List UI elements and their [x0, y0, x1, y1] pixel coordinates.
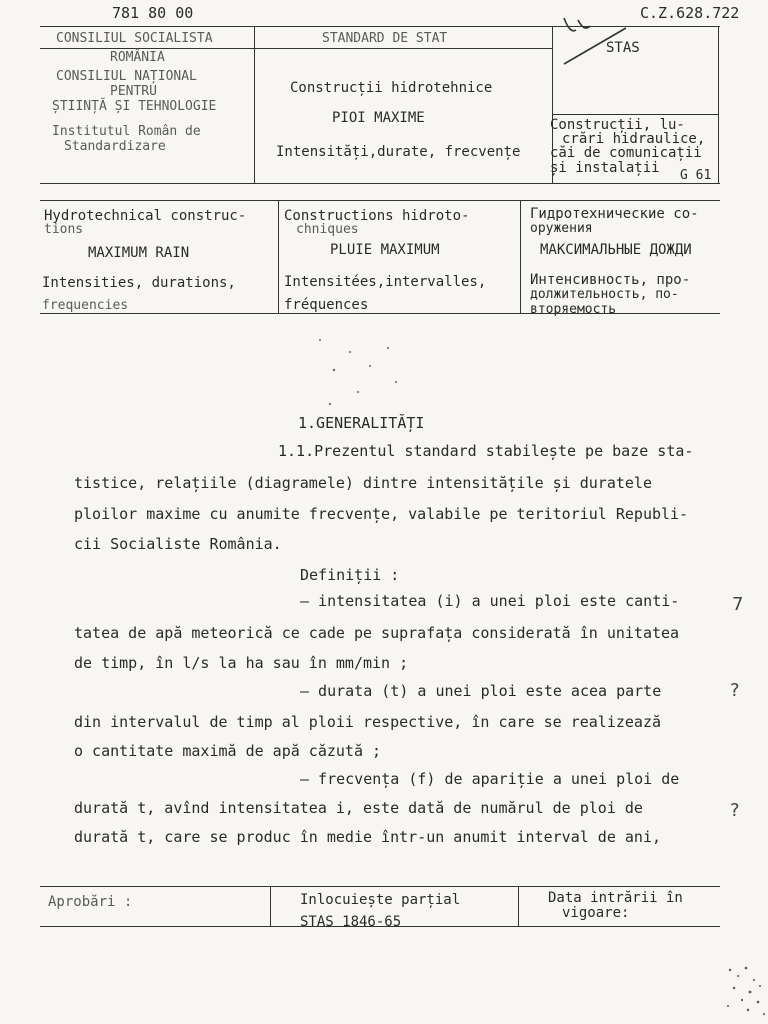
margin-mark: 7	[732, 594, 744, 615]
body-line: 1.1.Prezentul standard stabilește pe baze sta-	[278, 442, 694, 460]
registry-number: C.Z.628.722	[640, 4, 740, 22]
issuer-line: CONSILIUL SOCIALISTA	[56, 31, 213, 46]
effective-date-label: Data intrării în	[548, 890, 683, 906]
issuer-line: Institutul Român de	[52, 124, 201, 139]
category-line: și instalații	[550, 160, 660, 176]
body-line: cii Socialiste România.	[74, 535, 282, 553]
issuer-line: PENTRU	[110, 84, 157, 99]
translation-top-rule	[40, 200, 720, 201]
category-line: căi de comunicații	[550, 145, 702, 161]
stas-label: STAS	[606, 40, 640, 56]
footer-divider-1	[270, 886, 271, 926]
stas-box-rule	[552, 114, 718, 115]
body-line: ploilor maxime cu anumite frecvențe, valabile pe teritoriul Republi-	[74, 505, 689, 523]
definitions-label: Definiții :	[300, 566, 400, 584]
title-line: Construcții hidrotehnice	[290, 80, 493, 96]
header-bottom-rule	[40, 183, 720, 184]
document-title: PIOI MAXIME	[332, 110, 425, 126]
body-line: tatea de apă meteorică ce cade pe suprafața considerată în unitatea	[74, 624, 680, 642]
body-line: – frecvența (f) de apariție a unei ploi de	[300, 770, 680, 788]
margin-mark: ?	[730, 800, 740, 821]
issuer-line: CONSILIUL NAȚIONAL	[56, 69, 197, 84]
body-line: – intensitatea (i) a unei ploi este canti-	[300, 592, 680, 610]
category-line: crări hidraulice,	[562, 131, 706, 147]
header-divider-3	[718, 26, 719, 183]
replaces-label: Inlocuiește parțial	[300, 892, 461, 908]
russian-line: должительность, по-	[530, 287, 679, 302]
body-line: din intervalul de timp al ploii respective, în care se realizează	[74, 713, 661, 731]
french-line: chniques	[296, 222, 359, 237]
category-code: G 61	[680, 168, 712, 183]
body-line: tistice, relațiile (diagramele) dintre intensitățile și duratele	[74, 474, 652, 492]
french-line: Intensitées,intervalles,	[284, 274, 487, 290]
effective-date-label: vigoare:	[562, 905, 630, 921]
french-line: Constructions hidroto-	[284, 208, 470, 224]
body-line: durată t, avînd intensitatea i, este dată de numărul de ploi de	[74, 799, 643, 817]
body-line: o cantitate maximă de apă căzută ;	[74, 742, 382, 760]
header-divider-1	[254, 26, 255, 183]
body-line: de timp, în l/s la ha sau în mm/min ;	[74, 654, 409, 672]
english-line: MAXIMUM RAIN	[88, 245, 190, 261]
translation-divider-2	[520, 200, 521, 313]
title-subtitle: Intensități,durate, frecvențe	[276, 144, 521, 160]
approval-label: Aprobări :	[48, 894, 133, 910]
handwritten-check-mark	[560, 8, 640, 68]
issuer-line: ȘTIINȚĂ ȘI TEHNOLOGIE	[52, 99, 217, 114]
replaced-standard: STAS 1846-65	[300, 914, 402, 930]
french-line: fréquences	[284, 297, 369, 313]
russian-line: оружения	[530, 221, 593, 236]
header-sub-rule	[40, 48, 552, 49]
body-line: – durata (t) a unei ploi este acea parte	[300, 682, 662, 700]
translation-bottom-rule	[40, 313, 720, 314]
issuer-line: ROMÂNIA	[110, 50, 165, 65]
russian-line: Интенсивность, про-	[530, 272, 691, 288]
body-line: durată t, care se produc în medie într-un anumit interval de ani,	[74, 828, 661, 846]
english-line: Hydrotechnical construc-	[44, 208, 247, 224]
scan-noise-dots	[300, 330, 420, 420]
russian-line: МАКСИМАЛЬНЫЕ ДОЖДИ	[540, 242, 692, 258]
english-line: tions	[44, 222, 84, 237]
french-line: PLUIE MAXIMUM	[330, 242, 440, 258]
section-heading: 1.GENERALITĂȚI	[298, 414, 425, 432]
scan-noise-corner	[720, 940, 768, 1024]
category-line: Construcții, lu-	[550, 117, 685, 133]
footer-divider-2	[518, 886, 519, 926]
header-top-rule	[40, 26, 720, 27]
footer-top-rule	[40, 886, 720, 887]
english-line: frequencies	[42, 298, 129, 313]
russian-line: Гидротехнические со-	[530, 206, 699, 222]
english-line: Intensities, durations,	[42, 275, 236, 291]
standard-type: STANDARD DE STAT	[322, 31, 448, 46]
document-number: 781 80 00	[112, 4, 194, 22]
issuer-line: Standardizare	[64, 139, 166, 154]
margin-mark: ?	[730, 680, 740, 701]
russian-line: вторяемость	[530, 302, 617, 317]
translation-divider-1	[278, 200, 279, 313]
